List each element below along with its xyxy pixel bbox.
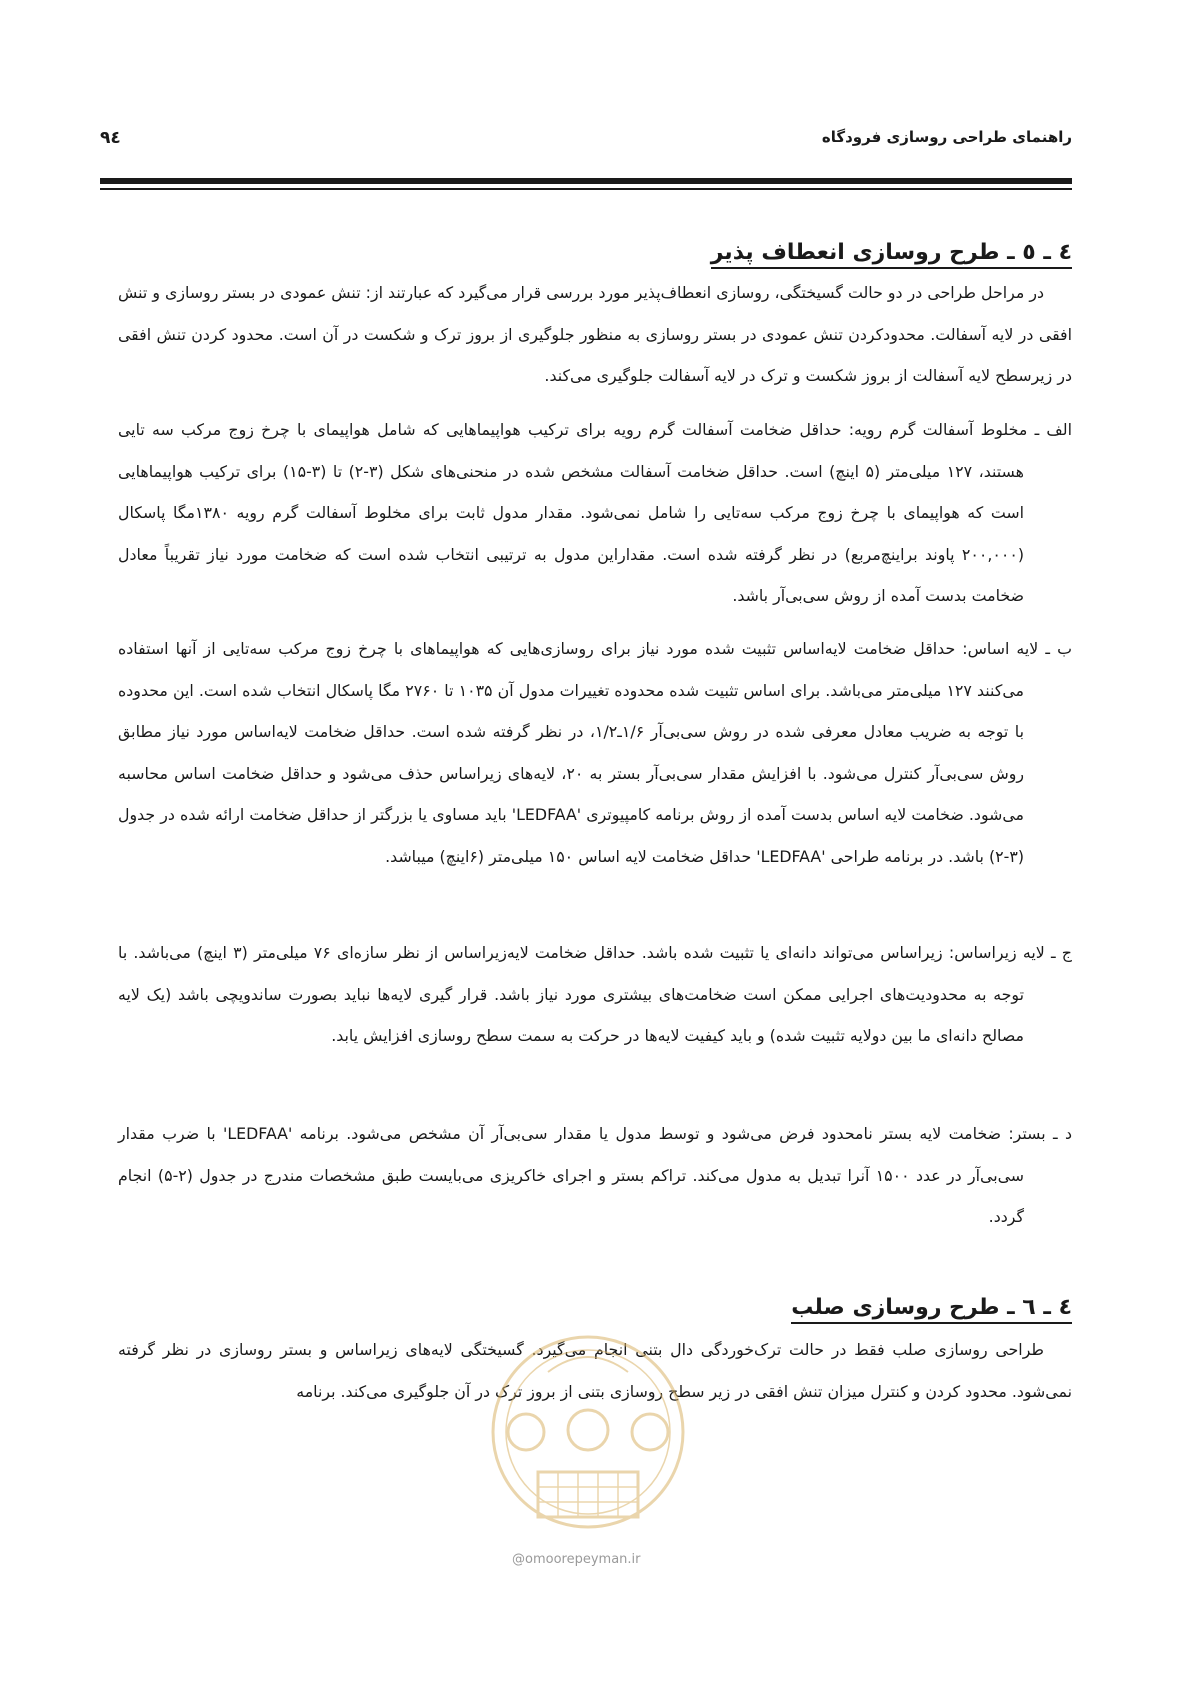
section-heading-flexible-pavement: ٤ ـ ٥ ـ طرح روسازی انعطاف پذیر xyxy=(711,240,1072,269)
list-marker: الف ـ xyxy=(1034,420,1072,439)
list-item-text: بستر: ضخامت لایه بستر نامحدود فرض می‌شود و توسط مدول یا مقدار سی‌بی‌آر آن مشخص می‌شود. برنامه 'LEDFAA' با ضرب مقدار سی‌بی‌آر در عدد ۱۵۰۰ آنرا تبدیل به مدول می‌کند. تراکم بستر و اجرای خاکریزی می‌بایست طبق مشخصات مندرج در جدول (۲-۵) انجام گردد. xyxy=(118,1124,1046,1226)
watermark-seal-icon xyxy=(478,1312,698,1562)
list-item-text: لایه اساس: حداقل ضخامت لایه‌اساس تثبیت شده مورد نیاز برای روسازی‌هایی که هواپیماهای با چرخ زوج مرکب سه‌تایی از آنها استفاده می‌کنند ۱۲۷ میلی‌متر می‌باشد. برای اساس تثبیت شده محدوده تغییرات مدول آن ۱۰۳۵ تا ۲۷۶۰ مگا پاسکال انتخاب شده است. این محدوده با توجه به ضریب معادل معرفی شده در روش سی‌بی‌آر ۱/۶ـ۱/۲، در نظر گرفته شده است. حداقل ضخامت لایه‌اساس مورد نیاز مطابق روش سی‌بی‌آر کنترل می‌شود. با افزایش مقدار سی‌بی‌آر بستر به ۲۰، لایه‌های زیراساس حذف می‌شود و حداقل ضخامت اساس محاسبه می‌شود. ضخامت لایه اساس بدست آمده از روش برنامه کامپیوتری 'LEDFAA' باید مساوی یا بزرگتر از حداقل ضخامت ارائه شده در جدول (۳-۲) باشد. در برنامه طراحی 'LEDFAA' حداقل ضخامت لایه اساس ۱۵۰ میلی‌متر (۶اینچ) میباشد. xyxy=(118,639,1039,866)
watermark-url: @omoorepeyman.ir xyxy=(512,1552,641,1567)
paragraph-flexible-intro: در مراحل طراحی در دو حالت گسیختگی، روسازی انعطاف‌پذیر مورد بررسی قرار می‌گیرد که عبارتند از: تنش عمودی در بستر روسازی و تنش افقی در لایه آسفالت. محدودکردن تنش عمودی در بستر روسازی به منظور جلوگیری از بروز ترک و شکست در آن است. محدود کردن تنش افقی در زیرسطح لایه آسفالت از بروز شکست و ترک در لایه آسفالت جلوگیری می‌کند. xyxy=(118,283,1072,385)
paragraph-rigid-intro: طراحی روسازی صلب فقط در حالت ترک‌خوردگی دال بتنی انجام می‌گیرد. گسیختگی لایه‌های زیراساس و بستر روسازی در نظر گرفته نمی‌شود. محدود کردن و کنترل میزان تنش افقی در زیر سطح روسازی بتنی از بروز ترک در آن جلوگیری می‌کند. برنامه xyxy=(118,1340,1072,1401)
page-number: ۹٤ xyxy=(100,128,121,148)
section-heading-rigid-pavement: ٤ ـ ٦ ـ طرح روسازی صلب xyxy=(791,1295,1072,1324)
header-title: راهنمای طراحی روسازی فرودگاه xyxy=(821,128,1072,146)
list-item-subgrade xyxy=(118,1113,1072,1238)
list-item-text: مخلوط آسفالت گرم رویه: حداقل ضخامت آسفالت گرم رویه برای ترکیب هواپیماهایی که شامل هواپیمای با چرخ زوج مرکب سه تایی هستند، ۱۲۷ میلی‌متر (۵ اینچ) است. حداقل ضخامت آسفالت مشخص شده در منحنی‌های شکل (۳-۲) تا (۳-۱۵) برای ترکیب هواپیماهایی است که هواپیمای با چرخ زوج مرکب سه‌تایی را شامل نمی‌شود. مقدار مدول ثابت برای مخلوط آسفالت گرم رویه ۱۳۸۰مگا پاسکال (۲۰۰,۰۰۰ پاوند براینچ‌مربع) در نظر گرفته شده است. مقداراین مدول به ترتیبی انتخاب شده است که ضخامت مورد نیاز تقریباً معادل ضخامت بدست آمده از روش سی‌بی‌آر باشد. xyxy=(118,420,1028,605)
header-divider-thick xyxy=(100,178,1072,184)
list-item-subbase-layer xyxy=(118,932,1072,1057)
list-item-asphalt-surface xyxy=(118,409,1072,617)
list-item-text: لایه زیراساس: زیراساس می‌تواند دانه‌ای یا تثبیت شده باشد. حداقل ضخامت لایه‌زیراساس از نظر سازه‌ای ۷۶ میلی‌متر (۳ اینچ) می‌باشد. با توجه به محدودیت‌های اجرایی ممکن است ضخامت‌های بیشتری مورد نیاز باشد. قرار گیری لایه‌ها نباید بصورت ساندویچی باشد (یک لایه مصالح دانه‌ای ما بین دولایه تثبیت شده) و باید کیفیت لایه‌ها در حرکت به سمت سطح روسازی افزایش یابد. xyxy=(118,943,1045,1045)
list-item-base-layer xyxy=(118,628,1072,877)
running-header xyxy=(100,128,1072,158)
list-marker: ج ـ xyxy=(1050,943,1072,962)
list-marker: ب ـ xyxy=(1045,639,1072,658)
header-divider-thin xyxy=(100,188,1072,190)
list-marker: د ـ xyxy=(1053,1124,1073,1143)
